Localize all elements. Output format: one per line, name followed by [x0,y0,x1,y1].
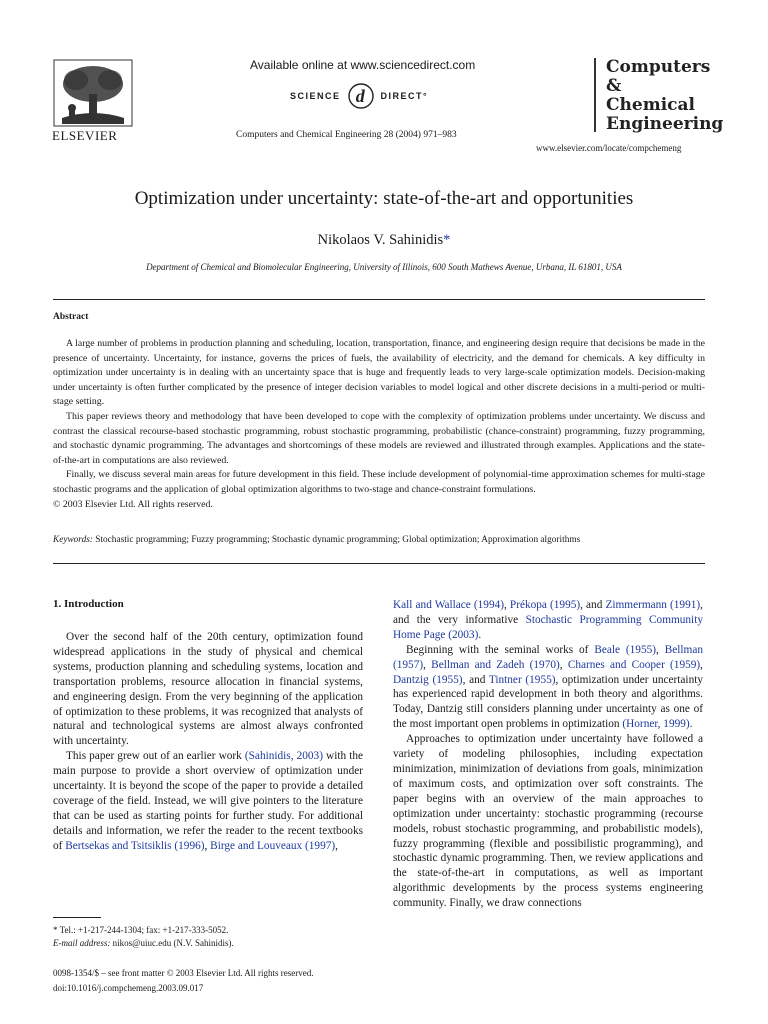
intro-paragraph-2 [53,749,363,853]
keywords-list: Stochastic programming; Fuzzy programming; Stochastic dynamic programming; Global optimization; Approximation algorithms [95,535,581,545]
text-run: , and the very informative [393,599,703,626]
text-run: . [478,628,482,641]
citation-link[interactable]: Bellman (1957) [393,643,703,671]
journal-logo-line: Engineering [606,114,724,134]
right-column [393,598,703,911]
citation-link[interactable]: Stochastic Programming Community Home Page (2003) [393,613,703,641]
text-run: This paper grew out of an earlier work [66,750,245,763]
citation-link[interactable]: Dantzig (1955) [393,673,463,686]
divider-bottom [53,563,705,564]
citation-link[interactable]: Kall and Wallace (1994) [393,599,505,611]
journal-citation: Computers and Chemical Engineering 28 (2004) 971–983 [236,130,457,140]
citation-link[interactable]: Bellman and Zadeh (1970) [431,658,560,671]
sciencedirect-logo[interactable] [290,82,428,110]
divider-top [53,299,705,300]
article-meta [53,966,383,995]
footnote-contact: * Tel.: +1-217-244-1304; fax: +1-217-333-5052. [53,925,229,935]
email-label: E-mail address: [53,938,111,948]
svg-text:d: d [355,86,366,106]
author-name: Nikolaos V. Sahinidis [317,232,444,248]
citation-link[interactable]: (Sahinidis, 2003) [244,750,323,763]
abstract-body [53,337,705,512]
intro-paragraph-3 [393,643,703,732]
citation-link[interactable]: Bertsekas and Tsitsiklis (1996) [65,839,205,852]
email-address[interactable]: nikos@uiuc.edu (N.V. Sahinidis). [110,938,234,948]
article-title: Optimization under uncertainty: state-of-the-art and opportunities [134,188,634,209]
publisher-name: ELSEVIER [52,128,118,143]
text-run: , and [580,599,606,611]
text-run: , optimization under uncertainty has experienced rapid development in both theory and algorithms. Today, Dantzig still considers planning under uncertainty as one of the most important open problems in optimization [393,673,704,731]
journal-url[interactable]: www.elsevier.com/locate/compchemeng [536,143,682,153]
abstract-copyright: © 2003 Elsevier Ltd. All rights reserved. [53,498,213,510]
text-run: , [504,599,510,611]
citation-link[interactable]: Zimmermann (1991) [605,599,701,611]
citation-link[interactable]: Prékopa (1995) [509,599,581,611]
footnote-email-line [53,937,373,950]
author-affiliation: Department of Chemical and Biomolecular Engineering, University of Illinois, 600 South Mathews Avenue, Urbana, IL 61801, USA [146,262,622,272]
available-online-text[interactable]: Available online at www.sciencedirect.com [250,58,476,72]
sciencedirect-right: DIRECT° [380,91,429,101]
footnote [53,924,373,950]
intro-paragraph-4: Approaches to optimization under uncertainty have followed a variety of modeling philosophies, including expectation minimization, minimization of deviations from goals, minimization of maximum costs, and optimization over soft constraints. The paper begins with an overview of the main approaches to optimization under uncertainty: stochastic programming (recourse models, robust stochastic programming, and probabilistic models), fuzzy programming (flexible and possibilistic programming), and stochastic dynamic programming. Then, we review applications and the state-of-the-art in computations, as well as important algorithmic developments by the process systems engineering community. Finally, we draw connections [393,733,703,910]
abstract-paragraph: A large number of problems in production planning and scheduling, location, transportation, finance, and engineering design require that decisions be made in the presence of uncertainty. Uncertainty, for instance, governs the prices of fuels, the availability of electricity, and the demand for chemicals. A key difficulty in optimization under uncertainty is in dealing with an uncertainty space that is huge and frequently leads to very large-scale optimization models. Decision-making under uncertainty is often further complicated by the presence of integer decision variables to model logical and other discrete decisions in a multi-period or multi-stage setting. [53,338,705,408]
journal-logo [594,57,724,134]
issn-line: 0098-1354/$ – see front matter © 2003 Elsevier Ltd. All rights reserved. [53,968,314,978]
text-run: , and [462,673,489,686]
keywords-label: Keywords: [53,535,93,545]
abstract-paragraph: Finally, we discuss several main areas for future development in this field. These include development of polynomial-time approximation schemes for multi-stage stochastic programs and the application of global optimization algorithms to two-stage and chance-constraint formulations. [53,469,705,495]
keywords-line [53,535,705,545]
text-run: , [335,839,338,852]
text-run: . [689,718,693,731]
intro-paragraph-1: Over the second half of the 20th century, optimization found widespread applications in the study of physical and chemical systems, production planning and scheduling systems, location and transportation problems, resource allocation in financial systems, and engineering design. From the very beginning of the application of optimization to these problems, it was recognized that analysts of natural and technological systems are almost always confronted with uncertainty. [53,631,363,748]
abstract-paragraph: This paper reviews theory and methodology that have been developed to cope with the complexity of optimization problems under uncertainty. We discuss and contrast the classical recourse-based stochastic programming, robust stochastic programming, probabilistic (chance-constraint) programming, fuzzy programming, and stochastic dynamic programming. The advantages and shortcomings of these models are reviewed and illustrated through examples. Applications and the state-of-the-art in computations are also reviewed. [53,410,705,466]
elsevier-tree-logo [52,58,134,128]
citation-link[interactable]: Charnes and Cooper (1959) [567,658,701,671]
text-run: Beginning with the seminal works of [406,643,595,656]
text-run: with the main purpose to provide a short overview of optimization under uncertainty. It is beyond the scope of the paper to provide a detailed coverage of the field. Instead, we will give pointers to the literature that can be used as starting points for further study. For additional details and information, we refer the reader to the recent textbooks of [53,750,363,852]
text-run: , [423,658,432,671]
left-column [53,630,363,854]
text-run: , [700,658,703,671]
sciencedirect-left: SCIENCE [290,91,341,101]
text-run: , [204,839,211,852]
section-heading-introduction: 1. Introduction [53,598,124,610]
citation-link[interactable]: Birge and Louveaux (1997) [210,839,336,852]
author-footnote-mark[interactable]: * [443,232,451,248]
text-run: , [656,643,665,656]
citation-link[interactable]: (Horner, 1999) [622,718,690,731]
citation-link[interactable]: Tintner (1955) [488,673,556,686]
author-line [0,232,768,249]
journal-logo-line: Computers [606,57,711,77]
footnote-divider [53,917,101,918]
abstract-heading: Abstract [53,312,89,322]
journal-logo-line: & Chemical [606,76,695,115]
sciencedirect-d-icon [347,82,375,110]
text-run: , [559,658,568,671]
intro-paragraph-2-cont [393,598,703,643]
doi-line[interactable]: doi:10.1016/j.compchemeng.2003.09.017 [53,982,204,993]
citation-link[interactable]: Beale (1955) [594,643,657,656]
